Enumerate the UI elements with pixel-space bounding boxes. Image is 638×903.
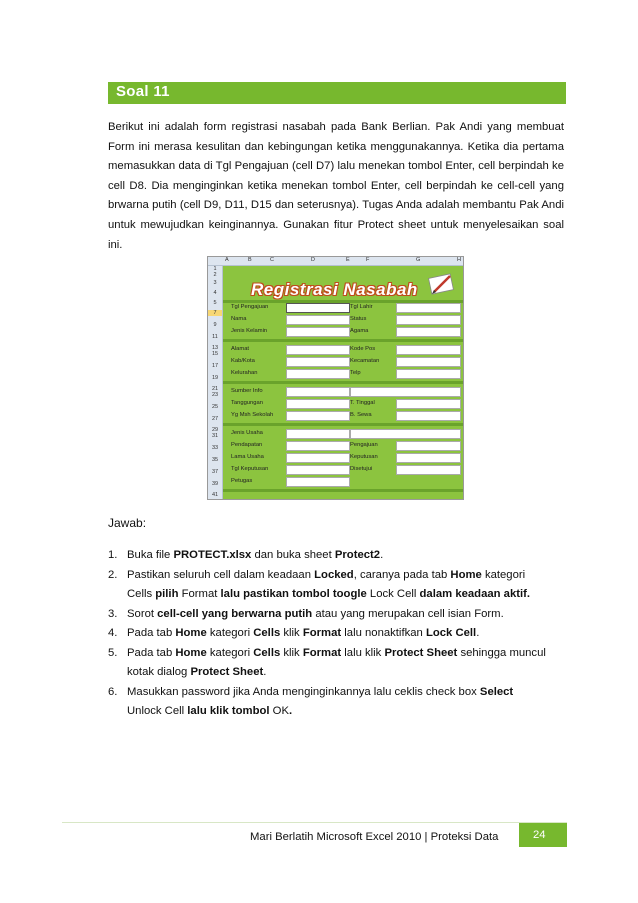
row-header-37: 37: [211, 469, 219, 475]
step-segment: Buka file: [127, 549, 174, 561]
row-header-3: 3: [213, 280, 217, 286]
form-input-cell[interactable]: [350, 387, 461, 397]
section-divider: [223, 339, 463, 342]
row-header-2: 2: [213, 272, 217, 278]
step-segment: .: [380, 549, 384, 561]
form-input-cell[interactable]: [396, 327, 461, 337]
form-label-right: Pengajuan: [350, 442, 378, 448]
form-label-left: Pendapatan: [231, 442, 263, 448]
form-input-cell[interactable]: [350, 429, 461, 439]
row-header-23: 23: [211, 392, 219, 398]
form-input-cell[interactable]: [396, 411, 461, 421]
step-emphasis: Format: [302, 646, 342, 659]
step-emphasis: .: [288, 705, 293, 717]
step-emphasis: dalam keadaan aktif.: [416, 588, 531, 600]
step-emphasis: Locked: [314, 568, 354, 581]
step-text: [127, 546, 557, 566]
form-input-cell[interactable]: [396, 399, 461, 409]
step-line: [127, 585, 557, 605]
row-header-7: 7: [208, 310, 222, 316]
form-label-left: Tgl Keputusan: [231, 466, 269, 472]
step-segment: lalu klik: [341, 646, 385, 659]
step-emphasis: lalu klik tombol: [184, 705, 273, 717]
column-header-bar: [208, 257, 463, 266]
intro-paragraph: Berikut ini adalah form registrasi nasabah pada Bank Berlian. Pak Andi yang membuat Form ini merasa kesulitan dan kebingungan ketika menggunakannya. Ketika dia pertama memasukkan data di Tgl Pengajuan (cell D7) lalu menekan tombol Enter, cell berpindah ke cell D8. Dia menginginkan ketika menekan tombol Enter, cell berpindah ke cell-cell yang brwarna putih (cell D9, D11, D15 dan seterusnya). Tugas Anda adalah membantu Pak Andi untuk mewujudkan keinginannya. Gunakan fitur Protect sheet untuk menyelesaikan soal ini.: [108, 121, 564, 251]
step-segment: Masukkan password jika Anda menginginkannya lalu ceklis check box: [127, 685, 480, 698]
step-segment: Unlock Cell: [127, 705, 185, 717]
form-label-left: Nama: [231, 316, 247, 322]
form-input-cell[interactable]: [286, 453, 350, 463]
step-segment: lalu nonaktifkan: [341, 627, 426, 639]
row-header-bar: [208, 266, 223, 499]
step-line: [127, 605, 557, 625]
form-input-cell[interactable]: [396, 369, 461, 379]
step-segment: Cells: [127, 588, 153, 600]
form-label-left: Jenis Usaha: [231, 430, 263, 436]
form-label-left: Lama Usaha: [231, 454, 264, 460]
form-input-cell[interactable]: [396, 465, 461, 475]
step-emphasis: Cells: [253, 646, 281, 659]
step-number: 2.: [108, 568, 118, 581]
row-header-4: 4: [213, 290, 217, 296]
step-emphasis: Protect Sheet: [190, 666, 264, 678]
row-header-29: 29: [211, 427, 219, 433]
form-label-right: T. Tinggal: [350, 400, 375, 406]
step-emphasis: Lock Cell: [425, 627, 477, 639]
form-input-cell[interactable]: [286, 429, 350, 439]
step-emphasis: cell-cell yang berwarna putih: [157, 607, 313, 620]
registration-form: [223, 266, 463, 499]
step-segment: klik: [280, 646, 303, 659]
row-header-33: 33: [211, 445, 219, 451]
step-number: 5.: [108, 646, 118, 659]
form-fields: [223, 266, 463, 499]
step-number: 3.: [108, 607, 118, 620]
step-line: [127, 546, 557, 566]
form-label-left: Kab/Kota: [231, 358, 255, 364]
row-header-9: 9: [213, 322, 217, 328]
form-label-left: Yg Msh Sekolah: [231, 412, 274, 418]
form-input-cell[interactable]: [286, 411, 350, 421]
step-text: [127, 624, 557, 644]
row-header-31: 31: [211, 433, 219, 439]
step-emphasis: Protect Sheet: [384, 646, 458, 659]
step-emphasis: Select: [479, 685, 514, 698]
step-line: [127, 624, 557, 644]
step-number: 1.: [108, 549, 118, 561]
footer-divider: [62, 822, 567, 823]
step-segment: kotak dialog: [127, 666, 191, 678]
column-header-h: H: [457, 257, 461, 263]
step-segment: kategori: [206, 627, 254, 639]
page-number: 24: [533, 829, 546, 841]
row-header-19: 19: [211, 375, 219, 381]
form-input-cell[interactable]: [286, 303, 350, 313]
form-label-left: Petugas: [231, 478, 253, 484]
column-header-d: D: [311, 257, 315, 263]
step-segment: Pada tab: [127, 627, 176, 639]
row-header-5: 5: [213, 300, 217, 306]
step-segment: Pastikan seluruh cell dalam keadaan: [127, 568, 315, 581]
step-segment: OK: [272, 705, 289, 717]
step-emphasis: Home: [175, 627, 207, 639]
step-number: 6.: [108, 685, 118, 698]
section-title-bar: [108, 82, 566, 104]
step-line: [127, 683, 557, 703]
form-input-cell[interactable]: [286, 465, 350, 475]
step-segment: kategori: [481, 568, 526, 581]
step-text: [127, 566, 557, 605]
step-emphasis: pilih: [152, 588, 182, 600]
form-input-cell[interactable]: [286, 357, 350, 367]
form-label-left: Jenis Kelamin: [231, 328, 268, 334]
form-label-left: Sumber Info: [231, 388, 263, 394]
step-emphasis: Protect2: [334, 549, 381, 561]
column-header-b: B: [248, 257, 252, 263]
form-input-cell[interactable]: [396, 453, 461, 463]
row-header-41: 41: [211, 492, 219, 498]
row-header-11: 11: [212, 334, 218, 340]
step-segment: .: [476, 627, 480, 639]
section-divider: [223, 489, 463, 492]
step-emphasis: Home: [450, 568, 482, 581]
step-line: [127, 702, 557, 722]
step-text: [127, 683, 557, 722]
form-input-cell[interactable]: [396, 357, 461, 367]
row-header-15: 15: [211, 351, 219, 357]
step-segment: klik: [280, 627, 303, 639]
step-emphasis: Cells: [253, 627, 281, 639]
step-emphasis: PROTECT.xlsx: [173, 549, 252, 561]
step-segment: Sorot: [127, 607, 158, 620]
section-divider: [223, 381, 463, 384]
column-header-f: F: [366, 257, 370, 263]
step-segment: atau yang merupakan cell isian Form.: [312, 607, 504, 620]
step-emphasis: Home: [175, 646, 207, 659]
form-input-cell[interactable]: [396, 315, 461, 325]
form-input-cell[interactable]: [286, 369, 350, 379]
step-line: [127, 644, 557, 664]
row-header-39: 39: [211, 481, 219, 487]
form-input-cell[interactable]: [286, 345, 350, 355]
form-label-right: Telp: [350, 370, 361, 376]
row-header-27: 27: [211, 416, 219, 422]
row-header-25: 25: [211, 404, 219, 410]
column-header-e: E: [346, 257, 350, 263]
form-label-left: Kelurahan: [231, 370, 258, 376]
form-input-cell[interactable]: [396, 441, 461, 451]
form-label-right: Status: [350, 316, 367, 322]
form-input-cell[interactable]: [286, 387, 350, 397]
step-emphasis: lalu pastikan tombol toogle: [217, 588, 370, 600]
section-divider: [223, 423, 463, 426]
step-segment: kategori: [206, 646, 254, 659]
form-label-right: Kecamatan: [350, 358, 380, 364]
step-emphasis: Format: [302, 627, 342, 639]
row-header-1: 1: [213, 266, 217, 272]
form-input-cell[interactable]: [286, 477, 350, 487]
step-line: [127, 566, 557, 586]
form-label-left: Alamat: [231, 346, 250, 352]
step-number: 4.: [108, 627, 118, 639]
step-segment: .: [263, 666, 267, 678]
row-header-35: 35: [211, 457, 219, 463]
form-input-cell[interactable]: [396, 345, 461, 355]
row-header-17: 17: [211, 363, 219, 369]
step-text: [127, 644, 557, 683]
row-header-13: 13: [211, 345, 219, 351]
form-label-left: Tanggungan: [231, 400, 263, 406]
form-input-cell[interactable]: [286, 315, 350, 325]
step-text: [127, 605, 557, 625]
form-label-right: Agama: [350, 328, 369, 334]
form-label-right: Disetujui: [350, 466, 373, 472]
page-number-box: [519, 823, 567, 847]
step-segment: Lock Cell: [369, 588, 417, 600]
answer-heading: Jawab:: [108, 516, 147, 530]
form-label-right: Keputusan: [350, 454, 378, 460]
step-segment: dan buka sheet: [251, 549, 335, 561]
form-label-left: Tgl Pengajuan: [231, 304, 269, 310]
step-segment: , caranya pada tab: [353, 568, 451, 581]
column-header-c: C: [270, 257, 274, 263]
footer-text: Mari Berlatih Microsoft Excel 2010 | Proteksi Data: [250, 831, 499, 843]
form-input-cell[interactable]: [286, 327, 350, 337]
form-input-cell[interactable]: [396, 303, 461, 313]
step-segment: Format: [181, 588, 218, 600]
section-title: Soal 11: [116, 83, 170, 100]
form-input-cell[interactable]: [286, 399, 350, 409]
column-header-g: G: [416, 257, 421, 263]
column-header-a: A: [225, 257, 229, 263]
form-banner-title: Registrasi Nasabah: [251, 280, 418, 299]
form-label-right: Kode Pos: [350, 346, 376, 352]
step-segment: Pada tab: [127, 646, 176, 659]
form-input-cell[interactable]: [286, 441, 350, 451]
spreadsheet-figure: [207, 256, 464, 500]
form-label-right: Tgl Lahir: [350, 304, 373, 310]
row-header-21: 21: [211, 386, 219, 392]
step-line: [127, 663, 557, 683]
form-label-right: B. Sewa: [350, 412, 372, 418]
step-segment: sehingga muncul: [457, 646, 546, 659]
